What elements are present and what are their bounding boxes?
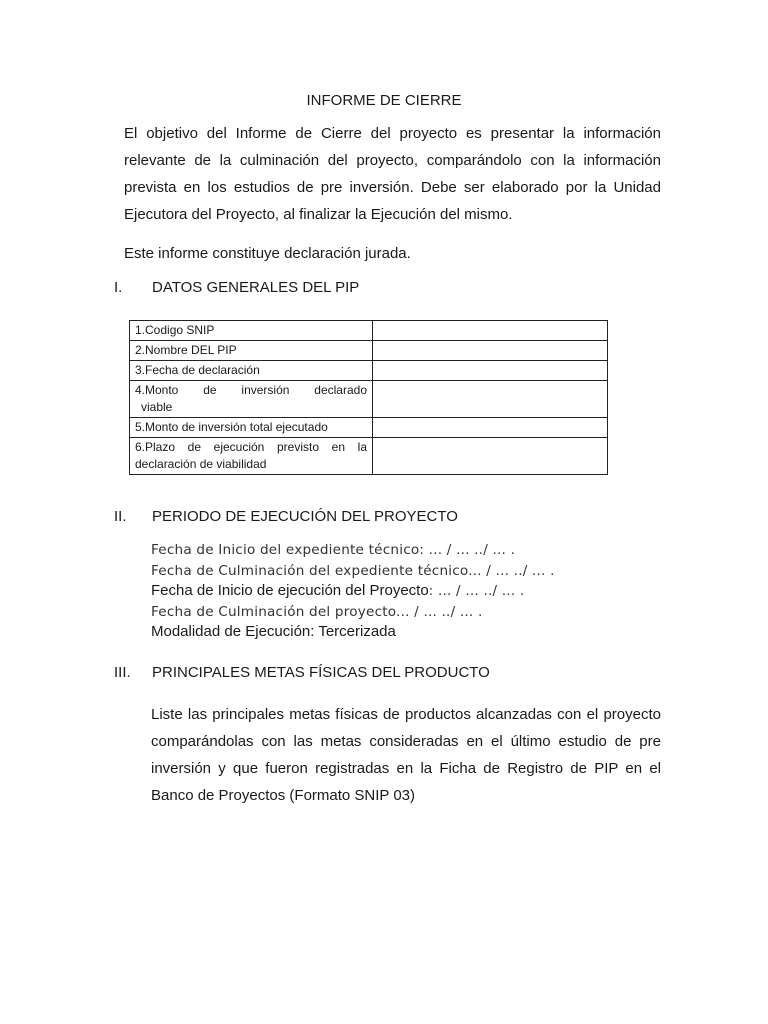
declaration-text: Este informe constituye declaración jurada. (124, 245, 411, 262)
metas-line: Liste las principales metas físicas de productos alcanzadas con el proyecto (151, 706, 661, 723)
table-row (130, 381, 608, 418)
table-label (130, 438, 373, 475)
table-row (130, 341, 608, 361)
table-row (130, 361, 608, 381)
modalidad-ejecucion: Modalidad de Ejecución: Tercerizada (151, 623, 396, 640)
table-label-line: declaración de viabilidad (135, 457, 267, 471)
fecha-inicio-ejecucion (151, 581, 555, 602)
table-row (130, 321, 608, 341)
metas-line: inversión y que fueron registradas en la Ficha de Registro de PIP en el (151, 760, 661, 777)
fecha-inicio-ejecucion-label: Fecha de Inicio de ejecución del Proyecto (151, 582, 429, 599)
section-number: III. (114, 664, 131, 681)
table-label: 5.Monto de inversión total ejecutado (130, 418, 373, 438)
metas-paragraph (151, 701, 661, 809)
fecha-inicio-expediente: Fecha de Inicio del expediente técnico: ... / ... ../ ... . (151, 542, 516, 558)
metas-line: comparándolas con las metas consideradas en el último estudio de pre (151, 733, 661, 750)
section-title: DATOS GENERALES DEL PIP (152, 279, 360, 296)
intro-paragraph (124, 120, 661, 228)
fechas-list (151, 540, 555, 643)
document-title: INFORME DE CIERRE (306, 92, 462, 109)
table-label (130, 381, 373, 418)
table-label: 2.Nombre DEL PIP (130, 341, 373, 361)
intro-line: relevante de la culminación del proyecto, comparándolo con la información (124, 152, 661, 169)
section-title: PERIODO DE EJECUCIÓN DEL PROYECTO (152, 508, 458, 525)
fecha-culminacion-proyecto: Fecha de Culminación del proyecto... / ... ../ ... . (151, 603, 483, 620)
fecha-inicio-ejecucion-value: : ... / ... ../ ... . (428, 583, 525, 599)
table-label: 3.Fecha de declaración (130, 361, 373, 381)
table-label: 1.Codigo SNIP (130, 321, 373, 341)
fecha-culminacion-expediente: Fecha de Culminación del expediente técnico... / ... ../ ... . (151, 562, 555, 579)
section-number: II. (114, 508, 127, 525)
table-label-line: 6.Plazo de ejecución previsto en la (135, 440, 367, 454)
table-value (373, 361, 608, 381)
table-value (373, 438, 608, 475)
table-value (373, 418, 608, 438)
section-number: I. (114, 279, 123, 296)
section-title: PRINCIPALES METAS FÍSICAS DEL PRODUCTO (152, 664, 490, 681)
table-row (130, 438, 608, 475)
table-value (373, 321, 608, 341)
intro-line: El objetivo del Informe de Cierre del proyecto es presentar la información (124, 125, 661, 142)
table-label-line: viable (141, 400, 173, 414)
table-label-line: 4.Monto de inversión declarado (135, 383, 367, 397)
table-value (373, 381, 608, 418)
table-value (373, 341, 608, 361)
intro-line: prevista en los estudios de pre inversión. Debe ser elaborado por la Unidad (124, 179, 661, 196)
datos-generales-table (129, 320, 608, 475)
metas-line: Banco de Proyectos (Formato SNIP 03) (151, 787, 416, 804)
table-row (130, 418, 608, 438)
intro-line: Ejecutora del Proyecto, al finalizar la Ejecución del mismo. (124, 206, 513, 223)
